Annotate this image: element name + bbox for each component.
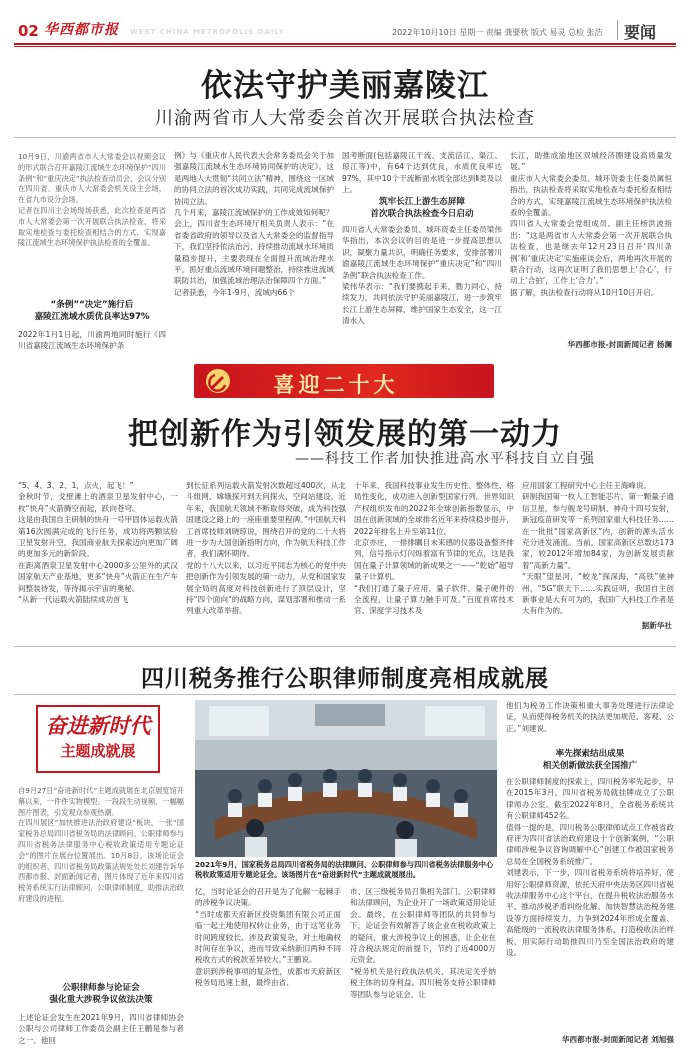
issue-date-and-editors: 2022年10月10日 星期一 责编 龚要秋 版式 易灵 总检 张浩 [392,28,603,37]
article3-headline: 四川税务推行公职律师制度亮相成就展 [141,666,549,692]
article1-subhead-1: “条例”“决定”施行后 嘉陵江流域水质优良率达97% [34,300,150,322]
article3-right-tail: 在公职律师制度的探索上，四川税务率先起步，早在2015年3月，四川省税务局就挂牌成立了公职律师办公室。截至2022年8月，全省税务系统共有公职律师452名。 值得一提的是，四川税务公职律师试点工作被省政府评为四川省法治政府建设十个创新案例，“公职律师涉税争议咨询调解中心”创建工作被国家税务总局在全国税务系统推广。 刘建表示，下一步，四川省税务系统将培养好、使用好公职律师资源，依托天府中央法务区四川省税收法律服务中心这个平台，在提升税收法治服务水平、推动涉税矛盾纠纷化解、加快智慧法治税务建设等方面持续发力，力争到2024年形成全覆盖、高能级的一流税收法律服务体系，打造税收法治样板，用实际行动助推四川乃至全国法治政府的建设。 [506,777,674,958]
meeting-photo [195,700,497,857]
header-divider [617,20,618,40]
article1-col3-tail: 四川省人大常委会委员、城环资委主任委员梁伟华指出，本次会议的目的是进一步提高思想认识，凝聚力量共识，明确任务要求，安排部署川渝嘉陵江流域生态环境保护“重庆决定”和“四川条例”联合执法检查工作。 梁伟华表示：“我们要携起手来，勠力同心、持续发力，共同依法守护美丽嘉陵江，进一步筑牢长江上游生态屏障，维护国家生态安全，这一江清水入 [342,225,502,326]
header-rule-thin [14,46,676,47]
article1-col3: 国考断面(包括嘉陵江干流、支流涪江、渠江、琼江等)中，有64个达到优良，水质优良率达97%，其中10个干流断面水质全部达到Ⅱ类及以上。 [342,151,502,194]
article3-left-col: 自9月27日“奋进新时代”主题成就展在北京展览馆开幕以来，一件件实物模型、一段段生动视频、一幅幅图片图表，引发观众参观热潮。 在四川展区“加快推进法治政府建设”板块，一张“国家税务总局四川省税务局的法律顾问、公职律师参与四川省税务法律服务中心税收政策适用专题论证会”的图片在展台位置展出。10月8日，该场论证会的组织者、四川省税务局政策法规处处长刘建告诉华西都市报、封面新闻记者，图片体现了近年来四川省税务系统实行法律顾问、公职律师制度，助推法治政府建设的进程。 [18,786,184,903]
header-rule [14,43,676,45]
article3-mid-col2: 市、区三级税务局召集相关部门、公职律师和法律顾问，为企业开了一场政策适用论证会。最终，在公职律师等团队的共同参与下，论证会有效解答了该企业在税收政策上的疑问，重大涉税争议上的困惑，让企业在符合税法规定的前提下，节约了近4000万元资金。 “税务机关是行政执法机关，其决定关乎纳税主体的切身利益。四川税务支持公职律师等团队参与论证会，让 [350,887,496,999]
photo-caption: 2021年9月，国家税务总局四川省税务局的法律顾问、公职律师参与四川省税务法律服务中心税收政策适用专题论证会。该场图片在“奋进新时代”主题成就展展出。 [195,860,494,879]
banner-text: 喜迎二十大 [273,373,399,397]
article2-col1: “5、4、3、2、1，点火，起飞！” 金秋时节，戈壁滩上的酒泉卫星发射中心，一枚“快舟”火箭腾空而起，跃向苍穹。 这是由我国自主研制的快舟一号甲固体运载火箭第16次圆满完成的飞行任务，成功将两颗试验卫星发射升空，我国商业航天探索迈向更加广阔的更加多元的新阶段。 在距离酒泉卫星发射中心2000多公里外的武汉国家航天产业基地，更多“快舟”火箭正在生产车间整装待发，等待揭示宇宙的奥秘。 “从新一代运载火箭陆续成功首飞 [18,481,178,605]
article3-right-col: 他们为税务工作决策和重大事务处理进行法律论证，从而使得税务机关的执法更加规范、客观、公正。”刘建说。 [506,701,674,733]
article3-left-subhead: 公职律师参与论证会 强化重大涉税争议依法决策 [49,983,153,1005]
article1-lead: 10月9日，川渝两省市人大常委会以视频会议的形式联合召开嘉陵江流域生态环境保护“四川条例”和“重庆决定”执法检查动员会，会议分别在四川省、重庆市人大常委会机关设主会场，在省九市设分会场。 记者在四川主会场现场获悉，此次检查是两省市人大常委会第一次开展联合执法检查，将采取实地检查与委托检查相结合的方式，实现嘉陵江流域生态环境保护执法检查的全覆盖。 [18,152,166,248]
article1-headline: 依法守护美丽嘉陵江 [201,68,489,104]
article1-col2: 例》与《重庆市人民代表大会常务委员会关于加强嘉陵江流域水生态环境协同保护的决定》。这是两地人大贯彻“共同立法”精神，围绕这一区域的协同立法的首次成功实践，共同完成流域保护协同立法。 几个月来，嘉陵江流域保护的工作成效如何呢？ 会上，四川省生态环境厅相关负责人表示：“在省委省政府的领导以及省人大常委会的监督指导下，我们坚持依法治污，持续推动流域水环境质量稳步提升，主要表现在全面提升流域治理水平，抓好重点流域环境问题整治，持续推进流域联防共治，加强流域治理法治保障四个方面。” 记者获悉，今年1-9月，流域内66个 [174,151,334,297]
party-emblem-icon [204,367,232,395]
page-number: 02 [18,22,39,40]
article1-subhead-2: 筑牢长江上游生态屏障 首次联合执法检查今日启动 [370,197,474,219]
article2-col3: 十年来，我国科技事业发生历史性、整体性、格局性变化，成功进入创新型国家行列。世界知识产权组织发布的2022年全球创新指数显示，中国在创新领域的全球排名近年来持续稳步提升，2022年排名上升至第11位。 北京亦庄，一排排瞩目未来感的仪器设备整齐排列，信号指示灯闪烁着富有节律的光点，这是我国在量子计算领域的新成果之一——“乾始”超导量子计算机。 “我们打通了量子应用、量子软件、量子硬件的全流程，让量子算力触手可及。”百度首席技术官、深度学习技术及 [354,481,514,616]
article1-col4: 长江，助推成渝地区双城经济圈建设高质量发展。” 重庆市人大常委会委员、城环资委主任委员属恒指出，执法检查将采取实地检查与委托检查相结合的方式，实现嘉陵江流域生态环境保护执法检查的全覆盖。 四川省人大常委会党组成员、副主任杨洪波指出：“这是两省市人大常委会第一次开展联合执法检查，也是继去年12月23日召开‘四川条例’和‘重庆决定’实施座谈会后，两地再次开展的联合行动，这再次证明了我们思想上‘合心’，行动上‘合拍’，工作上‘合力’。” 据了解，执法检查行动将从10月10日开启。 [510,151,672,297]
article3-right-subhead: 率先探索结出成果 相关创新做法获全国推广 [542,749,638,771]
article2-bottom-rule [14,646,676,647]
exhibition-stamp-title: 奋进新时代 [45,713,151,738]
newspaper-english-name: WEST CHINA METROPOLIS DAILY [130,28,285,36]
newspaper-logo: 华西都市报 [44,22,119,38]
exhibition-stamp-subtitle: 主题成就展 [60,742,136,760]
article3-byline: 华西都市报-封面新闻记者 刘旭强 [561,1035,674,1044]
article3-left-tail: 上述论证会发生在2021年9月，四川省律师协会公职与公司律师工作委员会副主任王鹏是参与者之一。他回 [18,1013,184,1045]
article1-subheadline: 川渝两省市人大常委会首次开展联合执法检查 [155,108,535,129]
article2-col2: 到长征系列运载火箭发射次数超过400次，从北斗组网、嫦娥探月到天问探火、空间站建设，近年来，我国航天领域不断取得突破，成为科技强国建设之路上的一座座重要里程碑。”中国航天科工首席技师刘晓琼说，围绕召开的党的二十大将进一步为大国创新指明方向，作为航天科技工作者，我们满怀期待。 党的十八大以来，以习近平同志为核心的党中央把创新作为引领发展的第一动力，从党和国家发展全局的高度对科技创新进行了顶层设计，坚持“四个面向”的战略方向，谋划部署和推动一系列重大改革举措。 [186,481,346,616]
article2-byline: 据新华社 [641,621,672,630]
article3-top-rule [14,694,676,695]
article1-top-rule [14,137,676,138]
article1-col1-tail: 2022年1月1日起，川渝两地同时施行《四川省嘉陵江流域生态环境保护条 [18,330,166,351]
article2-col4: 应用国家工程研究中心主任王海峰说。 研制我国第一枚人工智能芯片、第一颗量子通信卫星，参与舰龙号研制、神舟十四号发射，新冠疫苗研发等一系列国家重大科技任务……在一批批“国家高新区”内，创新的源头活水充分迸发涌流。当前，国家高新区总数达173家，较2012年增加84家，为创新发展贡献着“高新力量”。 “天眼”望星河，“蛟龙”探深海，“高铁”驰神州，“5G”联天下……实践证明，我国自主创新事业是大有可为的，我国广大科技工作者是大有作为的。 [522,481,674,616]
article3-mid-col1: 忆，当时论证会的召开是为了化解一起棘手的涉税争议决策。 “当时成都天府新区投资集团有限公司正面临一起土地使用权转让业务，由于这笔业务时间跨度较长、涉及政策复杂，对土地确权时间存在争议，进而导致采纳新旧两种不同税收方式的税款差异较大。”王鹏说。 意识到涉税事项的复杂性，成都市天府新区税务局迅速上报，最终由省、 [195,887,341,988]
article1-byline: 华西都市报-封面新闻记者 杨澜 [567,340,672,349]
article2-subheadline: ——科技工作者加快推进高水平科技自立自强 [295,451,595,467]
article2-headline: 把创新作为引领发展的第一动力 [128,417,562,452]
section-tag: 要闻 [624,23,657,42]
